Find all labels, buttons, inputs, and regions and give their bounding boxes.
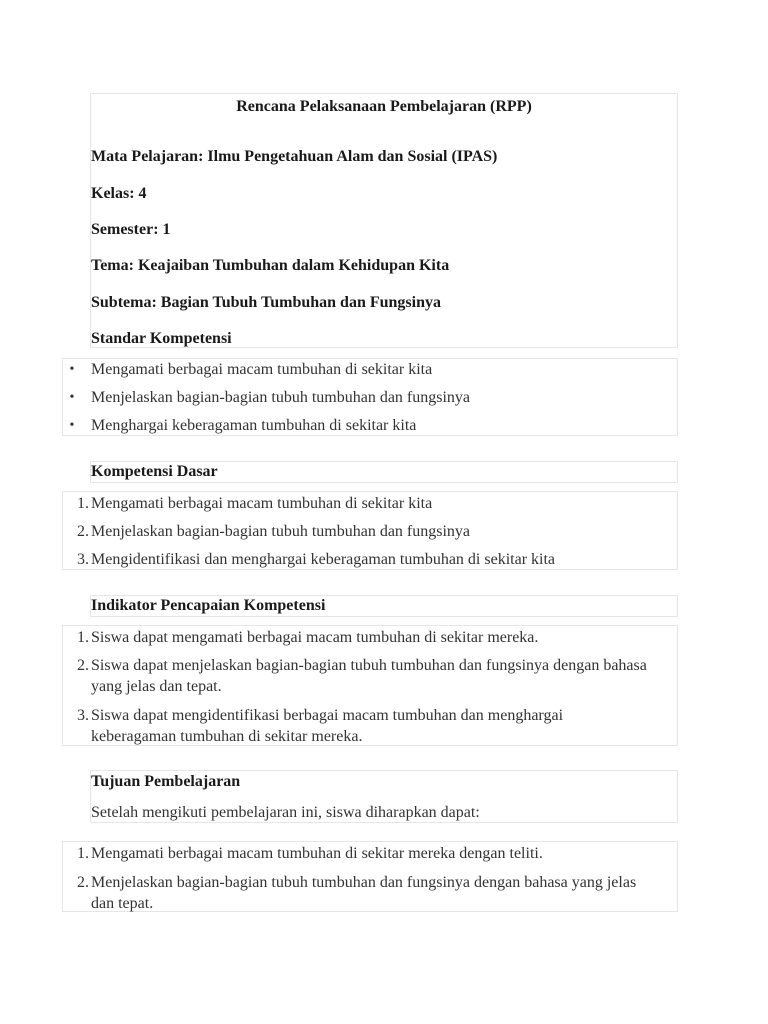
bullet-icon: • — [69, 362, 75, 377]
tema: Tema: Keajaiban Tumbuhan dalam Kehidupan Kita — [91, 257, 450, 274]
document-title: Rencana Pelaksanaan Pembelajaran (RPP) — [236, 98, 532, 115]
kompetensi-dasar-heading-block — [90, 461, 678, 483]
tujuan-intro: Setelah mengikuti pembelajaran ini, siswa diharapkan dapat: — [91, 804, 480, 821]
kelas: Kelas: 4 — [91, 185, 147, 202]
standar-kompetensi-heading: Standar Kompetensi — [91, 330, 232, 347]
header-block — [90, 93, 678, 348]
mata-pelajaran: Mata Pelajaran: Ilmu Pengetahuan Alam dan Sosial (IPAS) — [91, 148, 498, 165]
indikator-heading-block — [90, 595, 678, 617]
indikator-list: 1. Siswa dapat mengamati berbagai macam tumbuhan di sekitar mereka. 2. Siswa dapat menjelaskan bagian-bagian tubuh tumbuhan dan fungsinya dengan bahasa yang jelas dan tepat. 3. Siswa dapat mengidentifikasi berbagai macam tumbuhan dan menghargai keberagaman tumbuhan di sekitar mereka. — [62, 625, 678, 746]
tujuan-list: 1. Mengamati berbagai macam tumbuhan di sekitar mereka dengan teliti. 2. Menjelaskan bagian-bagian tubuh tumbuhan dan fungsinya dengan bahasa yang jelas dan tepat. — [62, 841, 678, 912]
kompetensi-dasar-list: 1. Mengamati berbagai macam tumbuhan di sekitar kita 2. Menjelaskan bagian-bagian tubuh tumbuhan dan fungsinya 3. Mengidentifikasi dan menghargai keberagaman tumbuhan di sekitar kita — [62, 491, 678, 570]
subtema: Subtema: Bagian Tubuh Tumbuhan dan Fungsinya — [91, 294, 441, 311]
indikator-heading: Indikator Pencapaian Kompetensi — [91, 597, 326, 614]
bullet-icon: • — [69, 390, 75, 405]
tujuan-heading: Tujuan Pembelajaran — [91, 773, 241, 790]
kompetensi-dasar-heading: Kompetensi Dasar — [91, 463, 218, 480]
semester: Semester: 1 — [91, 221, 171, 238]
bullet-icon: • — [69, 418, 75, 433]
standar-kompetensi-list: • Mengamati berbagai macam tumbuhan di sekitar kita • Menjelaskan bagian-bagian tubuh tumbuhan dan fungsinya • Menghargai keberagaman tumbuhan di sekitar kita — [62, 358, 678, 436]
tujuan-heading-block — [90, 770, 678, 823]
